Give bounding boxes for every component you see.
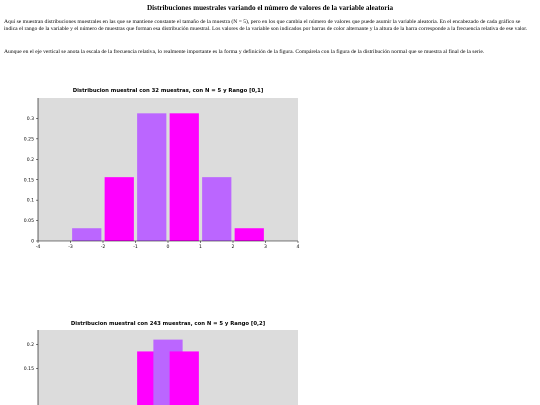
y-tick-label: 0.15	[23, 366, 34, 372]
intro-paragraph: Aquí se muestran distribuciones muestrales en las que se mantiene constante el tamaño de la muestra (N = 5), pero en los que cambia el número de valores que puede asumir la variable aleatoria. En el encabezado de cada gráfico se indica el rango de la variable y el número de muestras que forman esa distribución muestral. Los valores de la variable son indicados por barras de color alternante y la altura de la barra corresponde a la frecuencia relativa de ese valor.	[4, 19, 528, 32]
x-tick-label: 1	[199, 245, 202, 250]
y-tick-label: 0.2	[26, 342, 34, 348]
bar	[170, 351, 199, 405]
x-tick-label: 3	[264, 245, 267, 250]
y-tick-label: 0.25	[23, 137, 34, 143]
x-tick-label: 2	[231, 245, 235, 250]
x-tick-label: 4	[296, 245, 300, 250]
y-tick-label: 0	[31, 239, 34, 245]
y-tick-label: 0.1	[26, 198, 34, 204]
x-tick-label: 0	[166, 245, 170, 250]
y-tick-label: 0.2	[26, 157, 34, 163]
x-tick-label: -2	[100, 245, 106, 250]
chart-1-title: Distribucion muestral con 32 muestras, con N = 5 y Rango [0,1]	[72, 88, 264, 94]
note-paragraph: Aunque en el eje vertical se anota la escala de la frecuencia relativa, lo realmente importante es la forma y definición de la figura. Compárela con la figura de la distribución normal que se muestra al final de la serie.	[4, 49, 485, 55]
x-tick-label: -4	[35, 245, 41, 250]
x-tick-label: -3	[68, 245, 73, 250]
x-tick-label: -1	[133, 245, 138, 250]
chart-2-title: Distribucion muestral con 243 muestras, con N = 5 y Rango [0,2]	[70, 321, 266, 327]
y-tick-label: 0.05	[23, 219, 34, 225]
y-tick-label: 0.3	[26, 117, 34, 123]
y-tick-label: 0.15	[23, 178, 34, 184]
page-title: Distribuciones muestrales variando el número de valores de la variable aleatoria	[146, 4, 394, 12]
